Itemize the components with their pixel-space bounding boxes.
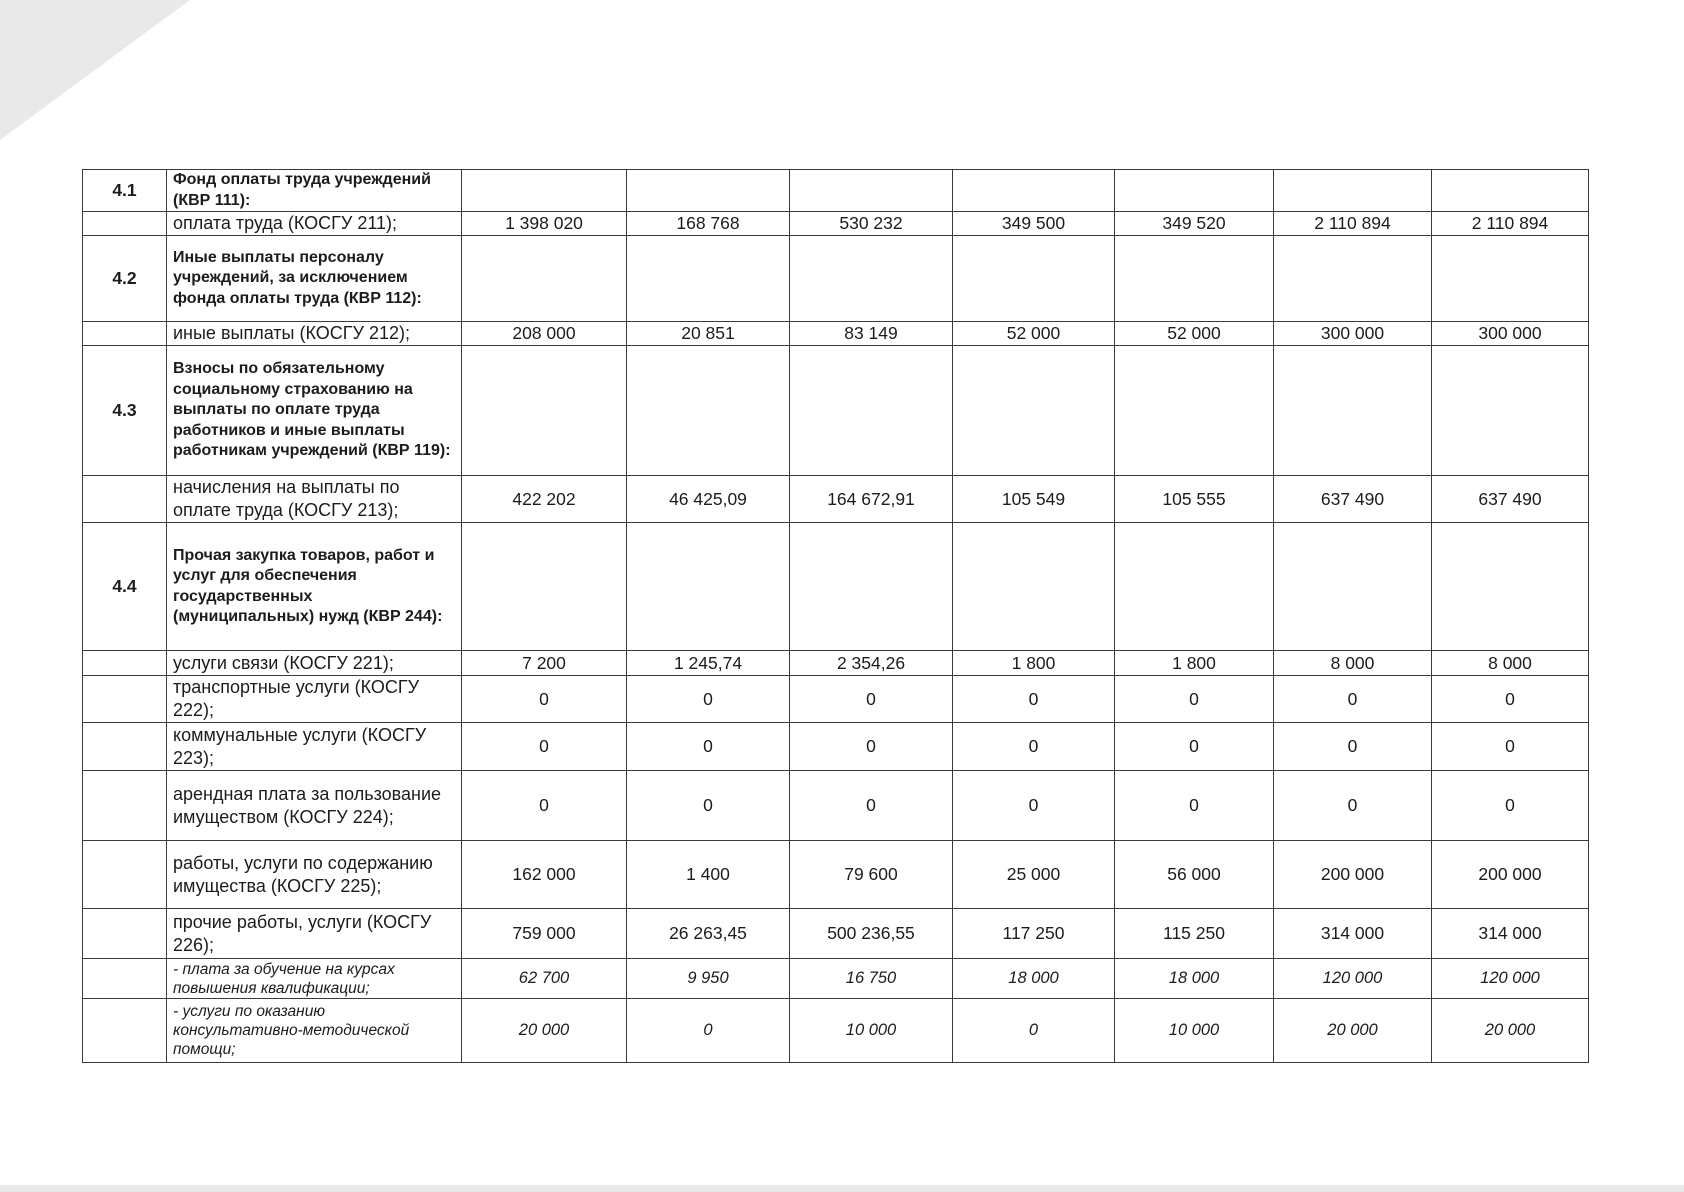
value-cell-col-5: 0 bbox=[1115, 771, 1274, 841]
table-row bbox=[83, 651, 1589, 676]
value-cell-col-1 bbox=[462, 346, 627, 476]
value-cell-col-3 bbox=[790, 236, 953, 322]
value-cell-col-6: 2 110 894 bbox=[1274, 212, 1432, 236]
value-cell-col-7: 314 000 bbox=[1432, 909, 1589, 959]
section-header-row bbox=[83, 236, 1589, 322]
value-cell-col-4: 18 000 bbox=[953, 959, 1115, 999]
value-cell-col-4: 0 bbox=[953, 999, 1115, 1063]
value-cell-col-5: 56 000 bbox=[1115, 841, 1274, 909]
row-code bbox=[83, 723, 167, 771]
value-cell-col-5 bbox=[1115, 170, 1274, 212]
value-cell-col-2: 9 950 bbox=[627, 959, 790, 999]
value-cell-col-7: 200 000 bbox=[1432, 841, 1589, 909]
section-header-row bbox=[83, 523, 1589, 651]
value-cell-col-5: 115 250 bbox=[1115, 909, 1274, 959]
value-cell-col-4 bbox=[953, 523, 1115, 651]
table-row bbox=[83, 771, 1589, 841]
value-cell-col-5: 349 520 bbox=[1115, 212, 1274, 236]
table-row bbox=[83, 841, 1589, 909]
value-cell-col-5 bbox=[1115, 236, 1274, 322]
budget-table bbox=[82, 169, 1589, 1063]
value-cell-col-6 bbox=[1274, 170, 1432, 212]
value-cell-col-3: 10 000 bbox=[790, 999, 953, 1063]
value-cell-col-2 bbox=[627, 346, 790, 476]
value-cell-col-6 bbox=[1274, 236, 1432, 322]
row-code bbox=[83, 476, 167, 523]
value-cell-col-2: 0 bbox=[627, 676, 790, 723]
table-row bbox=[83, 909, 1589, 959]
row-code bbox=[83, 212, 167, 236]
value-cell-col-5: 0 bbox=[1115, 723, 1274, 771]
value-cell-col-5: 0 bbox=[1115, 676, 1274, 723]
value-cell-col-3: 0 bbox=[790, 676, 953, 723]
value-cell-col-2 bbox=[627, 236, 790, 322]
table-row bbox=[83, 999, 1589, 1063]
value-cell-col-7 bbox=[1432, 523, 1589, 651]
scan-bottom-edge bbox=[0, 1185, 1684, 1192]
row-code bbox=[83, 651, 167, 676]
value-cell-col-4: 349 500 bbox=[953, 212, 1115, 236]
value-cell-col-7 bbox=[1432, 170, 1589, 212]
value-cell-col-7: 637 490 bbox=[1432, 476, 1589, 523]
value-cell-col-2 bbox=[627, 523, 790, 651]
value-cell-col-2: 0 bbox=[627, 771, 790, 841]
value-cell-col-4: 0 bbox=[953, 676, 1115, 723]
value-cell-col-7: 2 110 894 bbox=[1432, 212, 1589, 236]
value-cell-col-6: 300 000 bbox=[1274, 322, 1432, 346]
value-cell-col-6 bbox=[1274, 523, 1432, 651]
value-cell-col-7: 120 000 bbox=[1432, 959, 1589, 999]
value-cell-col-1 bbox=[462, 523, 627, 651]
row-name: - плата за обучение на курсах повышения квалификации; bbox=[167, 959, 462, 999]
value-cell-col-3: 530 232 bbox=[790, 212, 953, 236]
value-cell-col-4: 0 bbox=[953, 723, 1115, 771]
value-cell-col-3: 0 bbox=[790, 771, 953, 841]
value-cell-col-3 bbox=[790, 523, 953, 651]
table-row bbox=[83, 212, 1589, 236]
row-name: оплата труда (КОСГУ 211); bbox=[167, 212, 462, 236]
value-cell-col-6: 0 bbox=[1274, 723, 1432, 771]
row-name: Иные выплаты персоналу учреждений, за исключением фонда оплаты труда (КВР 112): bbox=[167, 236, 462, 322]
value-cell-col-2: 168 768 bbox=[627, 212, 790, 236]
row-name: прочие работы, услуги (КОСГУ 226); bbox=[167, 909, 462, 959]
value-cell-col-6: 20 000 bbox=[1274, 999, 1432, 1063]
table-row bbox=[83, 476, 1589, 523]
value-cell-col-1: 62 700 bbox=[462, 959, 627, 999]
value-cell-col-7: 20 000 bbox=[1432, 999, 1589, 1063]
value-cell-col-1: 0 bbox=[462, 676, 627, 723]
value-cell-col-4: 52 000 bbox=[953, 322, 1115, 346]
row-name: Фонд оплаты труда учреждений (КВР 111): bbox=[167, 170, 462, 212]
row-name: арендная плата за пользование имуществом (КОСГУ 224); bbox=[167, 771, 462, 841]
value-cell-col-5: 1 800 bbox=[1115, 651, 1274, 676]
value-cell-col-1: 7 200 bbox=[462, 651, 627, 676]
scan-corner-shadow bbox=[0, 0, 190, 140]
value-cell-col-4: 117 250 bbox=[953, 909, 1115, 959]
value-cell-col-3: 0 bbox=[790, 723, 953, 771]
value-cell-col-1: 759 000 bbox=[462, 909, 627, 959]
value-cell-col-7: 8 000 bbox=[1432, 651, 1589, 676]
value-cell-col-5 bbox=[1115, 523, 1274, 651]
value-cell-col-4 bbox=[953, 346, 1115, 476]
value-cell-col-2: 46 425,09 bbox=[627, 476, 790, 523]
value-cell-col-1: 1 398 020 bbox=[462, 212, 627, 236]
value-cell-col-7: 0 bbox=[1432, 723, 1589, 771]
value-cell-col-1: 422 202 bbox=[462, 476, 627, 523]
row-name: работы, услуги по содержанию имущества (КОСГУ 225); bbox=[167, 841, 462, 909]
value-cell-col-1: 0 bbox=[462, 723, 627, 771]
value-cell-col-2: 26 263,45 bbox=[627, 909, 790, 959]
value-cell-col-3: 83 149 bbox=[790, 322, 953, 346]
value-cell-col-5: 18 000 bbox=[1115, 959, 1274, 999]
value-cell-col-6: 200 000 bbox=[1274, 841, 1432, 909]
value-cell-col-4 bbox=[953, 236, 1115, 322]
table-row bbox=[83, 676, 1589, 723]
value-cell-col-7: 0 bbox=[1432, 676, 1589, 723]
value-cell-col-3: 2 354,26 bbox=[790, 651, 953, 676]
value-cell-col-6: 0 bbox=[1274, 771, 1432, 841]
row-code: 4.2 bbox=[83, 236, 167, 322]
value-cell-col-1: 162 000 bbox=[462, 841, 627, 909]
row-name: коммунальные услуги (КОСГУ 223); bbox=[167, 723, 462, 771]
value-cell-col-2 bbox=[627, 170, 790, 212]
value-cell-col-5 bbox=[1115, 346, 1274, 476]
row-code bbox=[83, 322, 167, 346]
value-cell-col-5: 52 000 bbox=[1115, 322, 1274, 346]
row-code bbox=[83, 959, 167, 999]
row-code bbox=[83, 999, 167, 1063]
row-code: 4.1 bbox=[83, 170, 167, 212]
value-cell-col-4: 105 549 bbox=[953, 476, 1115, 523]
value-cell-col-5: 10 000 bbox=[1115, 999, 1274, 1063]
value-cell-col-6: 637 490 bbox=[1274, 476, 1432, 523]
row-name: начисления на выплаты по оплате труда (КОСГУ 213); bbox=[167, 476, 462, 523]
value-cell-col-6: 120 000 bbox=[1274, 959, 1432, 999]
value-cell-col-1: 208 000 bbox=[462, 322, 627, 346]
budget-table-body bbox=[83, 170, 1589, 1063]
row-name: услуги связи (КОСГУ 221); bbox=[167, 651, 462, 676]
row-name: иные выплаты (КОСГУ 212); bbox=[167, 322, 462, 346]
row-name: Взносы по обязательному социальному страхованию на выплаты по оплате труда работников и иные выплаты работникам учреждений (КВР 119): bbox=[167, 346, 462, 476]
row-code bbox=[83, 841, 167, 909]
value-cell-col-6: 0 bbox=[1274, 676, 1432, 723]
value-cell-col-7: 300 000 bbox=[1432, 322, 1589, 346]
value-cell-col-3: 16 750 bbox=[790, 959, 953, 999]
value-cell-col-7: 0 bbox=[1432, 771, 1589, 841]
value-cell-col-6: 8 000 bbox=[1274, 651, 1432, 676]
value-cell-col-7 bbox=[1432, 346, 1589, 476]
value-cell-col-5: 105 555 bbox=[1115, 476, 1274, 523]
value-cell-col-4: 0 bbox=[953, 771, 1115, 841]
section-header-row bbox=[83, 170, 1589, 212]
row-code bbox=[83, 771, 167, 841]
table-row bbox=[83, 723, 1589, 771]
value-cell-col-2: 0 bbox=[627, 723, 790, 771]
row-name: Прочая закупка товаров, работ и услуг для обеспечения государственных (муниципальных) нужд (КВР 244): bbox=[167, 523, 462, 651]
value-cell-col-6: 314 000 bbox=[1274, 909, 1432, 959]
value-cell-col-3: 164 672,91 bbox=[790, 476, 953, 523]
table-row bbox=[83, 959, 1589, 999]
row-name: транспортные услуги (КОСГУ 222); bbox=[167, 676, 462, 723]
value-cell-col-4: 1 800 bbox=[953, 651, 1115, 676]
value-cell-col-2: 1 245,74 bbox=[627, 651, 790, 676]
value-cell-col-1: 20 000 bbox=[462, 999, 627, 1063]
value-cell-col-6 bbox=[1274, 346, 1432, 476]
value-cell-col-1 bbox=[462, 170, 627, 212]
table-row bbox=[83, 322, 1589, 346]
value-cell-col-2: 20 851 bbox=[627, 322, 790, 346]
row-code bbox=[83, 909, 167, 959]
value-cell-col-1 bbox=[462, 236, 627, 322]
value-cell-col-7 bbox=[1432, 236, 1589, 322]
value-cell-col-3 bbox=[790, 170, 953, 212]
value-cell-col-3 bbox=[790, 346, 953, 476]
row-code bbox=[83, 676, 167, 723]
value-cell-col-3: 79 600 bbox=[790, 841, 953, 909]
value-cell-col-4: 25 000 bbox=[953, 841, 1115, 909]
value-cell-col-1: 0 bbox=[462, 771, 627, 841]
value-cell-col-2: 0 bbox=[627, 999, 790, 1063]
row-code: 4.3 bbox=[83, 346, 167, 476]
section-header-row bbox=[83, 346, 1589, 476]
row-code: 4.4 bbox=[83, 523, 167, 651]
value-cell-col-4 bbox=[953, 170, 1115, 212]
value-cell-col-3: 500 236,55 bbox=[790, 909, 953, 959]
value-cell-col-2: 1 400 bbox=[627, 841, 790, 909]
row-name: - услуги по оказанию консультативно-методической помощи; bbox=[167, 999, 462, 1063]
